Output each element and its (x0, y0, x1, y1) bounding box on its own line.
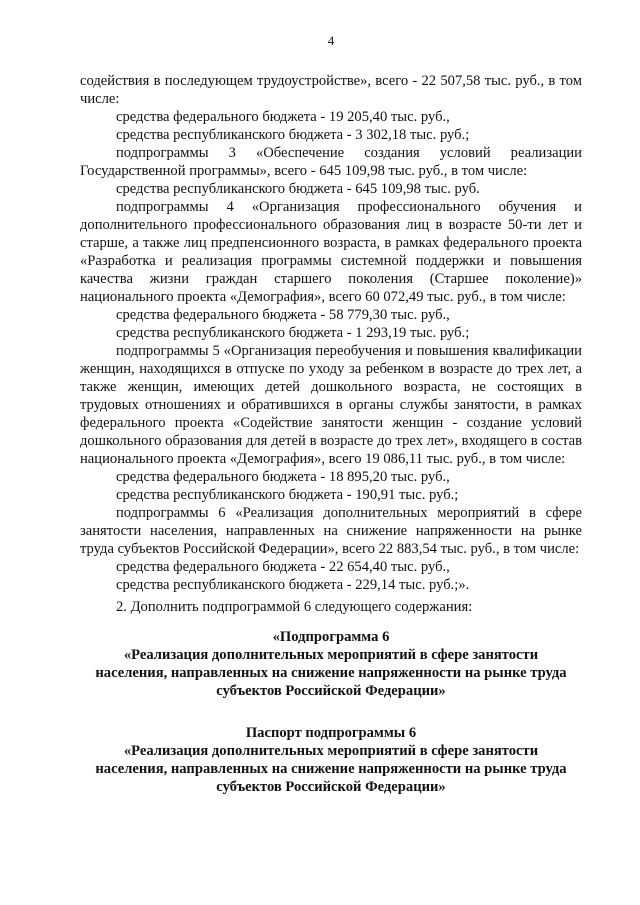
funding-line-republican: средства республиканского бюджета - 3 302,18 тыс. руб.; (116, 127, 470, 143)
heading-line: субъектов Российской Федерации» (216, 779, 446, 795)
funding-line-federal: средства федерального бюджета - 19 205,40 тыс. руб., (116, 109, 450, 125)
funding-line-republican: средства республиканского бюджета - 190,91 тыс. руб.; (116, 487, 459, 503)
heading-line: «Подпрограмма 6 (272, 629, 390, 645)
funding-line-federal: средства федерального бюджета - 58 779,30 тыс. руб., (116, 307, 450, 323)
paragraph-amendment-2: 2. Дополнить подпрограммой 6 следующего содержания: (116, 599, 473, 615)
heading-line: населения, направленных на снижение напряженности на рынке труда (95, 665, 567, 681)
heading-line: населения, направленных на снижение напряженности на рынке труда (95, 761, 567, 777)
paragraph-subprogram-5: подпрограммы 5 «Организация переобучения и повышения квалификации женщин, находящихся в отпуске по уходу за ребенком в возрасте до трех лет, а также женщин, имеющих детей дошкольного возраста, не состоящих в трудовых отношениях и обратившихся в органы службы занятости, в рамках федерального проекта «Содействие занятости женщин - создание условий дошкольного образования для детей в возрасте до трех лет», входящего в состав национального проекта «Демография», всего 19 086,11 тыс. руб., в том числе: (80, 343, 582, 467)
heading-line: «Реализация дополнительных мероприятий в сфере занятости (123, 647, 539, 663)
funding-line-federal: средства федерального бюджета - 22 654,40 тыс. руб., (116, 559, 450, 575)
heading-line: Паспорт подпрограммы 6 (245, 725, 417, 741)
funding-line-republican: средства республиканского бюджета - 1 293,19 тыс. руб.; (116, 325, 470, 341)
heading-line: «Реализация дополнительных мероприятий в сфере занятости (123, 743, 539, 759)
heading-line: субъектов Российской Федерации» (216, 683, 446, 699)
paragraph-subprogram-4: подпрограммы 4 «Организация профессионального обучения и дополнительного профессионального образования лиц в возрасте 50-ти лет и старше, а также лиц предпенсионного возраста, в рамках федерального проекта «Разработка и реализация программы системной поддержки и повышения качества жизни граждан старшего поколения (Старшее поколение)» национального проекта «Демография», всего 60 072,49 тыс. руб., в том числе: (80, 199, 582, 305)
passport-heading (80, 724, 582, 796)
paragraph-subprogram-6: подпрограммы 6 «Реализация дополнительных мероприятий в сфере занятости населения, направленных на снижение напряженности на рынке труда субъектов Российской Федерации», всего 22 883,54 тыс. руб., в том числе: (80, 505, 582, 557)
funding-line-republican: средства республиканского бюджета - 229,14 тыс. руб.;». (116, 577, 470, 593)
page-number: 4 (327, 33, 335, 48)
funding-line-federal: средства федерального бюджета - 18 895,20 тыс. руб., (116, 469, 450, 485)
paragraph-subprogram-3: подпрограммы 3 «Обеспечение создания условий реализации Государственной программы», всего - 645 109,98 тыс. руб., в том числе: (80, 145, 582, 179)
paragraph-continuation: содействия в последующем трудоустройстве», всего - 22 507,58 тыс. руб., в том числе: (80, 73, 582, 107)
funding-line-republican: средства республиканского бюджета - 645 109,98 тыс. руб. (116, 181, 480, 197)
subprogram-6-heading (80, 628, 582, 700)
